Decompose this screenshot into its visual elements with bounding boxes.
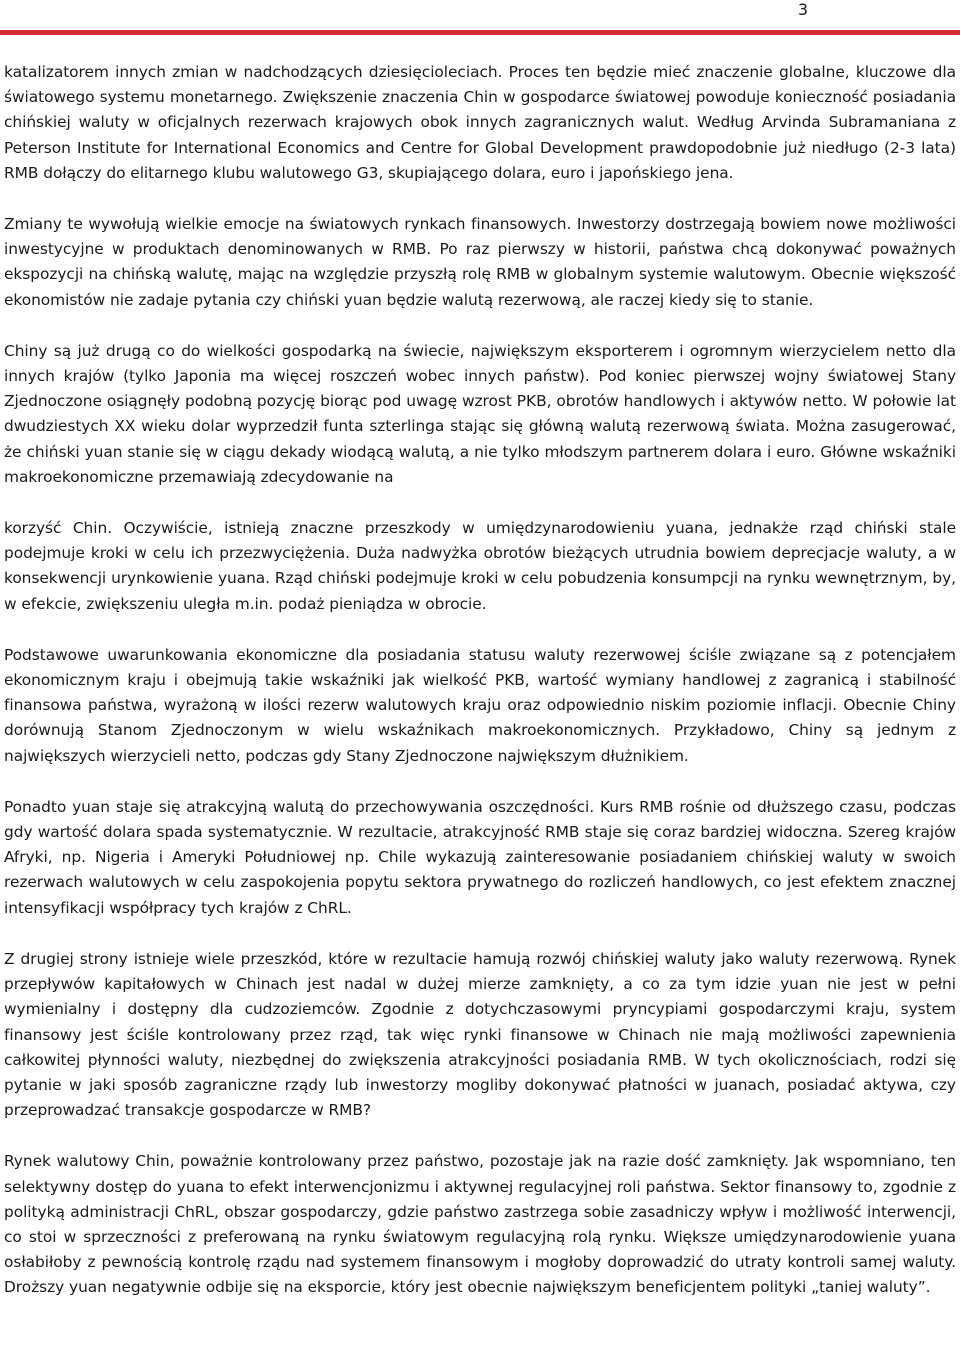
paragraph-8: Rynek walutowy Chin, poważnie kontrolowany przez państwo, pozostaje jak na razie dość zamknięty. Jak wspomniano, ten selektywny dostęp do yuana to efekt interwencjonizmu i aktywnej regulacyjnej roli państwa. Sektor finansowy to, zgodnie z polityką administracji ChRL, obszar gospodarczy, gdzie państwo zastrzega sobie zasadniczy wpływ i możliwość interwencji, co stoi w sprzeczności z preferowaną na rynku światowym regulacyjną rolą rynku. Większe umiędzynarodowienie yuana osłabiłoby z pewnością kontrolę rządu nad systemem finansowym i mogłoby doprowadzić do utraty kontroli samej waluty. Droższy yuan negatywnie odbije się na eksporcie, który jest obecnie największym beneficjentem polityki „taniej waluty”. bbox=[4, 1152, 956, 1297]
paragraph-2: Zmiany te wywołują wielkie emocje na światowych rynkach finansowych. Inwestorzy dostrzegają bowiem nowe możliwości inwestycyjne w produktach denominowanych w RMB. Po raz pierwszy w historii, państwa chcą dokonywać poważnych ekspozycji na chińską walutę, mając na względzie przyszłą rolę RMB w globalnym systemie walutowym. Obecnie większość ekonomistów nie zadaje pytania czy chiński yuan będzie walutą rezerwową, ale raczej kiedy się to stanie. bbox=[4, 215, 956, 309]
paragraph-4: korzyść Chin. Oczywiście, istnieją znaczne przeszkody w umiędzynarodowieniu yuana, jednakże rząd chiński stale podejmuje kroki w celu ich przezwyciężenia. Duża nadwyżka obrotów bieżących utrudnia bowiem deprecjacje waluty, a w konsekwencji urynkowienie yuana. Rząd chiński podejmuje kroki w celu pobudzenia konsumpcji na rynku wewnętrznym, by, w efekcie, zwiększeniu uległa m.in. podaż pieniądza w obrocie. bbox=[4, 519, 956, 613]
paragraph-5: Podstawowe uwarunkowania ekonomiczne dla posiadania statusu waluty rezerwowej ściśle związane są z potencjałem ekonomicznym kraju i obejmują takie wskaźniki jak wielkość PKB, wartość wymiany handlowej z zagranicą i stabilność finansowa państwa, wyrażoną w ilości rezerw walutowych kraju oraz odpowiednio niskim poziomie inflacji. Obecnie Chiny dorównują Stanom Zjednoczonym w wielu wskaźnikach makroekonomicznych. Przykładowo, Chiny są jednym z największych wierzycieli netto, podczas gdy Stany Zjednoczone największym dłużnikiem. bbox=[4, 645, 956, 765]
paragraph-3: Chiny są już drugą co do wielkości gospodarką na świecie, największym eksporterem i ogromnym wierzycielem netto dla innych krajów (tylko Japonia ma więcej roszczeń wobec innych państw). Pod koniec pierwszej wojny światowej Stany Zjednoczone osiągnęły podobną pozycję biorąc pod uwagę wzrost PKB, obrotów handlowych i aktywów netto. W połowie lat dwudziestych XX wieku dolar wyprzedził funta szterlinga stając się główną walutą rezerwową świata. Można zasugerować, że chiński yuan stanie się w ciągu dekady wiodącą walutą, a nie tylko młodszym partnerem dolara i euro. Główne wskaźniki makroekonomiczne przemawiają zdecydowanie na bbox=[4, 341, 956, 486]
paragraph-7: Z drugiej strony istnieje wiele przeszkód, które w rezultacie hamują rozwój chińskiej waluty jako waluty rezerwową. Rynek przepływów kapitałowych w Chinach jest nadal w dużej mierze zamknięty, a co za tym idzie yuan nie jest w pełni wymienialny i dostępny dla cudzoziemców. Zgodnie z dotychczasowymi pryncypiami gospodarczymi kraju, system finansowy jest ściśle kontrolowany przez rząd, tak więc rynki finansowe w Chinach nie mają możliwości zapewnienia całkowitej płynności waluty, niezbędnej do zwiększenia atrakcyjności posiadania RMB. W tych okolicznościach, rodzi się pytanie w jaki sposób zagraniczne rządy lub inwestorzy mogliby dokonywać płatności w juanach, posiadać aktywa, czy przeprowadzać transakcje gospodarcze w RMB? bbox=[4, 949, 956, 1120]
document-body bbox=[4, 60, 956, 1327]
paragraph-6: Ponadto yuan staje się atrakcyjną walutą do przechowywania oszczędności. Kurs RMB rośnie od dłuższego czasu, podczas gdy wartość dolara spada systematycznie. W rezultacie, atrakcyjność RMB staje się coraz bardziej widoczna. Szereg krajów Afryki, np. Nigeria i Ameryki Południowej np. Chile wykazują zainteresowanie posiadaniem chińskiej waluty w swoich rezerwach walutowych w celu zaspokojenia popytu sektora prywatnego do rozliczeń handlowych, co jest efektem znacznej intensyfikacji współpracy tych krajów z ChRL. bbox=[4, 797, 956, 917]
paragraph-1: katalizatorem innych zmian w nadchodzących dziesięcioleciach. Proces ten będzie mieć znaczenie globalne, kluczowe dla światowego systemu monetarnego. Zwiększenie znaczenia Chin w gospodarce światowej powoduje konieczność posiadania chińskiej waluty w oficjalnych rezerwach krajowych obok innych zagranicznych walut. Według Arvinda Subramaniana z Peterson Institute for International Economics and Centre for Global Development prawdopodobnie już niedługo (2-3 lata) RMB dołączy do elitarnego klubu walutowego G3, skupiającego dolara, euro i japońskiego jena. bbox=[4, 63, 956, 182]
page-number: 3 bbox=[797, 0, 808, 19]
header-rule bbox=[0, 30, 960, 35]
